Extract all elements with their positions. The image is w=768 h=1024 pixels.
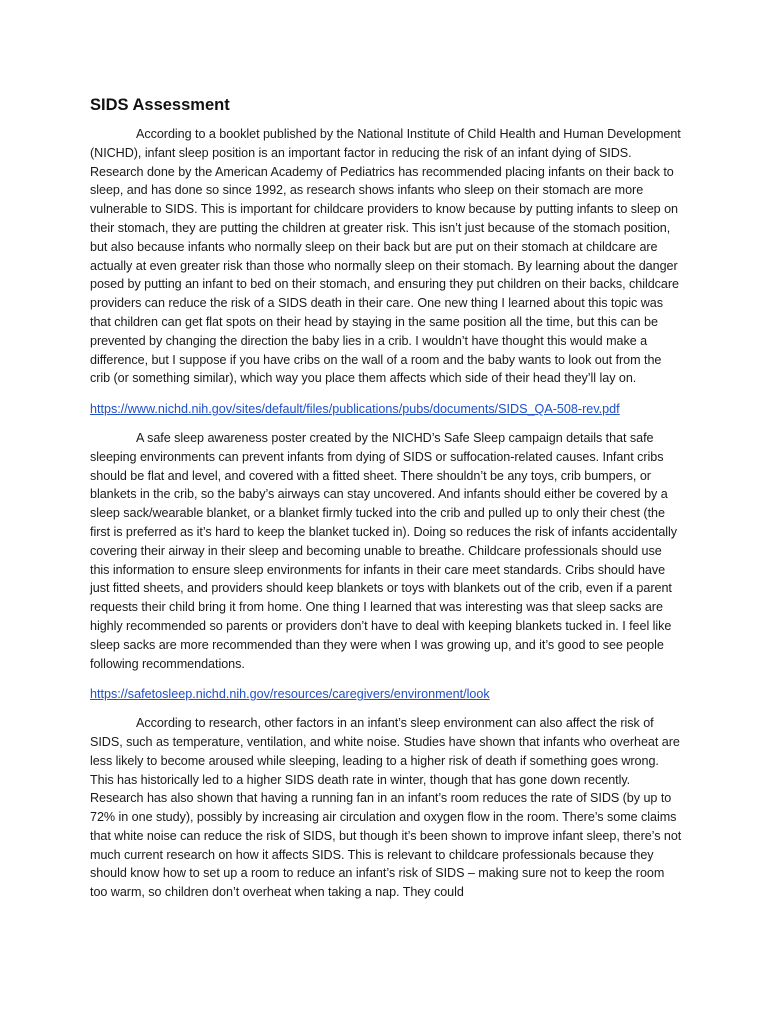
document-title: SIDS Assessment [90,96,230,114]
source-link-line-2 [90,685,682,704]
source-link-safe-to-sleep[interactable]: https://safetosleep.nichd.nih.gov/resources/caregivers/environment/look [90,687,490,702]
source-link-nichd-booklet[interactable]: https://www.nichd.nih.gov/sites/default/files/publications/pubs/documents/SIDS_QA-508-rev.pdf [90,402,620,417]
paragraph-environment-factors: According to research, other factors in an infant’s sleep environment can also affect the risk of SIDS, such as temperature, ventilation, and white noise. Studies have shown that infants who overheat are less likely to become aroused while sleeping, leading to a higher risk of death if something goes wrong. This has historically led to a higher SIDS death rate in winter, though that has gone down recently. Research has also shown that having a running fan in an infant’s room reduces the rate of SIDS (by up to 72% in one study), possibly by increasing air circulation and oxygen flow in the room. There’s some claims that white noise can reduce the risk of SIDS, but though it’s been shown to improve infant sleep, there’s not much current research on how it affects SIDS. This is relevant to childcare professionals because they should know how to set up a room to reduce an infant’s risk of SIDS – making sure not to keep the room too warm, so children don’t overheat when taking a nap. They could [90,716,682,900]
paragraph-safe-sleep-environment: A safe sleep awareness poster created by the NICHD’s Safe Sleep campaign details that safe sleeping environments can prevent infants from dying of SIDS or suffocation-related causes. Infant cribs should be flat and level, and covered with a fitted sheet. There shouldn’t be any toys, crib bumpers, or blankets in the crib, so the baby’s airways can stay uncovered. And infants should either be covered by a sleep sack/wearable blanket, or a blanket firmly tucked into the crib and pulled up to only their chest (the first is preferred as it’s hard to keep the blanket tucked in). Doing so reduces the risk of infants accidentally covering their airway in their sleep and becoming unable to breathe. Childcare professionals should use this information to ensure sleep environments for infants in their care meet standards. Cribs should have just fitted sheets, and providers should keep blankets or toys with blankets out of the crib, even if a parent requests their child bring it from home. One thing I learned that was interesting was that sleep sacks are highly recommended so parents or providers don’t have to deal with keeping blankets tucked in. I feel like sleep sacks are more recommended than they were when I was growing up, and it’s good to see people following recommendations. [90,430,678,671]
source-link-line-1 [90,400,682,419]
paragraph-sleep-position: According to a booklet published by the National Institute of Child Health and Human Development (NICHD), infant sleep position is an important factor in reducing the risk of an infant dying of SIDS. Research done by the American Academy of Pediatrics has recommended placing infants on their back to sleep, and has done so since 1992, as research shows infants who sleep on their stomach are more vulnerable to SIDS. This is important for childcare providers to know because by putting infants to sleep on their stomach, they are putting the children at greater risk. This isn’t just because of the stomach position, but also because infants who normally sleep on their back but are put on their stomach at childcare are actually at even greater risk than those who normally sleep on their stomach. By learning about the danger posed by putting an infant to bed on their stomach, and ensuring they put children on their backs, childcare providers can reduce the risk of a SIDS death in their care. One new thing I learned about this topic was that children can get flat spots on their head by staying in the same position all the time, but this can be prevented by changing the direction the baby lies in a crib. I wouldn’t have thought this would make a difference, but I suppose if you have cribs on the wall of a room and the baby wants to look out from the crib (or something similar), which way you place them affects which side of their head they’ll lay on. [90,127,681,386]
document-page [90,94,682,902]
